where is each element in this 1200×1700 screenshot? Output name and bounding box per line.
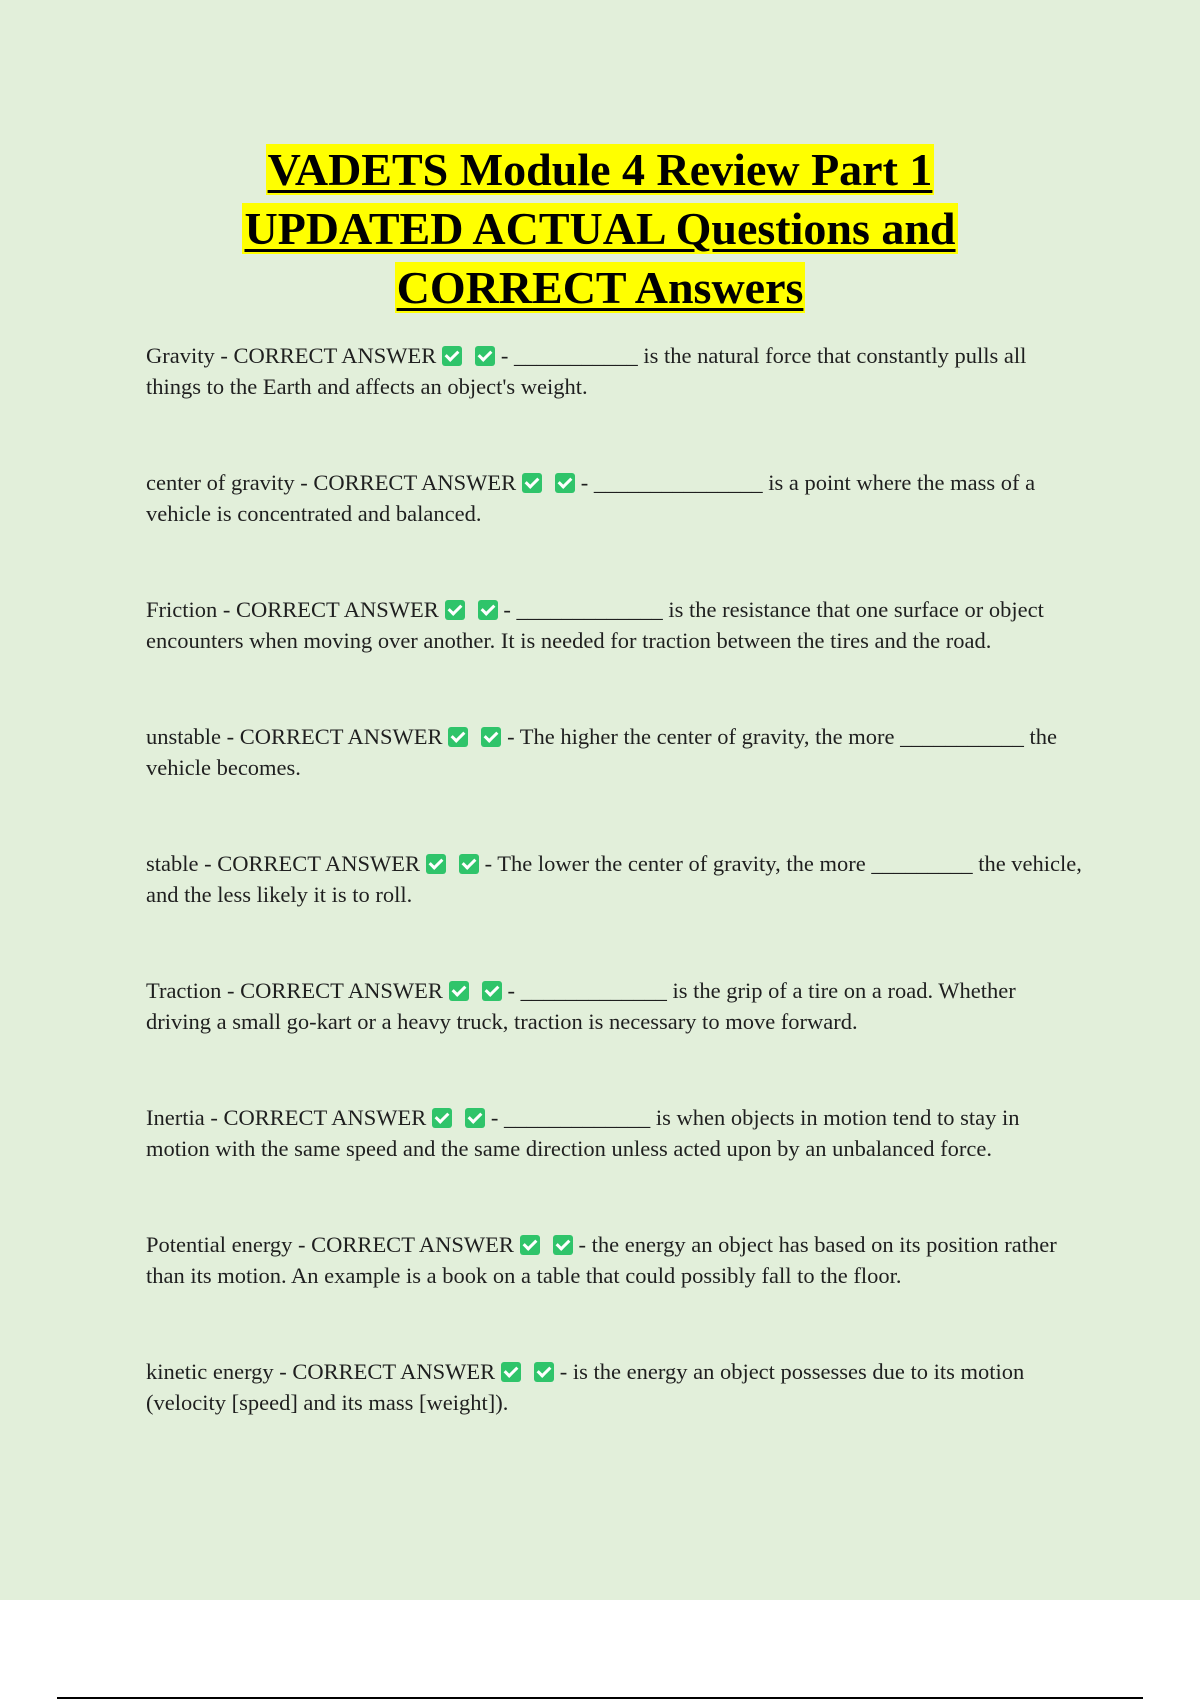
question-answer-list — [146, 341, 1086, 1484]
check-mark-icon — [448, 727, 468, 747]
check-mark-icon — [465, 1108, 485, 1128]
qa-definition: - ___________ is the natural force that constantly pulls all things to the Earth and affects an object's weight. — [146, 343, 1027, 399]
check-mark-icon — [449, 981, 469, 1001]
check-mark-icon — [534, 1362, 554, 1382]
footer-divider — [57, 1697, 1143, 1699]
check-mark-icon — [459, 854, 479, 874]
check-mark-icon — [445, 600, 465, 620]
title-line: UPDATED ACTUAL Questions and — [244, 203, 956, 254]
qa-definition: - is the energy an object possesses due to its motion (velocity [speed] and its mass [weight]). — [146, 1359, 1025, 1415]
qa-term: center of gravity - CORRECT ANSWER — [146, 470, 517, 495]
qa-term: stable - CORRECT ANSWER — [146, 851, 420, 876]
title-line: VADETS Module 4 Review Part 1 — [267, 144, 933, 195]
qa-definition: - The lower the center of gravity, the more _________ the vehicle, and the less likely it is to roll. — [146, 851, 1082, 907]
qa-term: Inertia - CORRECT ANSWER — [146, 1105, 427, 1130]
qa-term: Potential energy - CORRECT ANSWER — [146, 1232, 514, 1257]
qa-item — [146, 976, 1086, 1037]
check-mark-icon — [553, 1235, 573, 1255]
check-mark-icon — [501, 1362, 521, 1382]
qa-term: Gravity - CORRECT ANSWER — [146, 343, 437, 368]
check-mark-icon — [482, 981, 502, 1001]
qa-item — [146, 849, 1086, 910]
qa-item — [146, 1103, 1086, 1164]
check-mark-icon — [520, 1235, 540, 1255]
qa-definition: - _____________ is the grip of a tire on a road. Whether driving a small go-kart or a heavy truck, traction is necessary to move forward. — [146, 978, 1016, 1034]
qa-definition: - The higher the center of gravity, the more ___________ the vehicle becomes. — [146, 724, 1057, 780]
check-mark-icon — [481, 727, 501, 747]
qa-term: kinetic energy - CORRECT ANSWER — [146, 1359, 496, 1384]
qa-item — [146, 468, 1086, 529]
qa-item — [146, 1230, 1086, 1291]
qa-term: Traction - CORRECT ANSWER — [146, 978, 443, 1003]
check-mark-icon — [522, 473, 542, 493]
qa-definition: - _____________ is when objects in motion tend to stay in motion with the same speed and the same direction unless acted upon by an unbalanced force. — [146, 1105, 1020, 1161]
qa-term: Friction - CORRECT ANSWER — [146, 597, 439, 622]
document-title — [0, 140, 1200, 317]
qa-item — [146, 1357, 1086, 1418]
qa-definition: - _____________ is the resistance that one surface or object encounters when moving over another. It is needed for traction between the tires and the road. — [146, 597, 1044, 653]
check-mark-icon — [555, 473, 575, 493]
qa-definition: - _______________ is a point where the mass of a vehicle is concentrated and balanced. — [146, 470, 1036, 526]
check-mark-icon — [442, 346, 462, 366]
check-mark-icon — [432, 1108, 452, 1128]
qa-item — [146, 341, 1086, 402]
check-mark-icon — [478, 600, 498, 620]
qa-item — [146, 722, 1086, 783]
qa-definition: - the energy an object has based on its position rather than its motion. An example is a book on a table that could possibly fall to the floor. — [146, 1232, 1057, 1288]
title-line: CORRECT Answers — [396, 262, 804, 313]
qa-term: unstable - CORRECT ANSWER — [146, 724, 443, 749]
qa-item — [146, 595, 1086, 656]
check-mark-icon — [426, 854, 446, 874]
check-mark-icon — [475, 346, 495, 366]
